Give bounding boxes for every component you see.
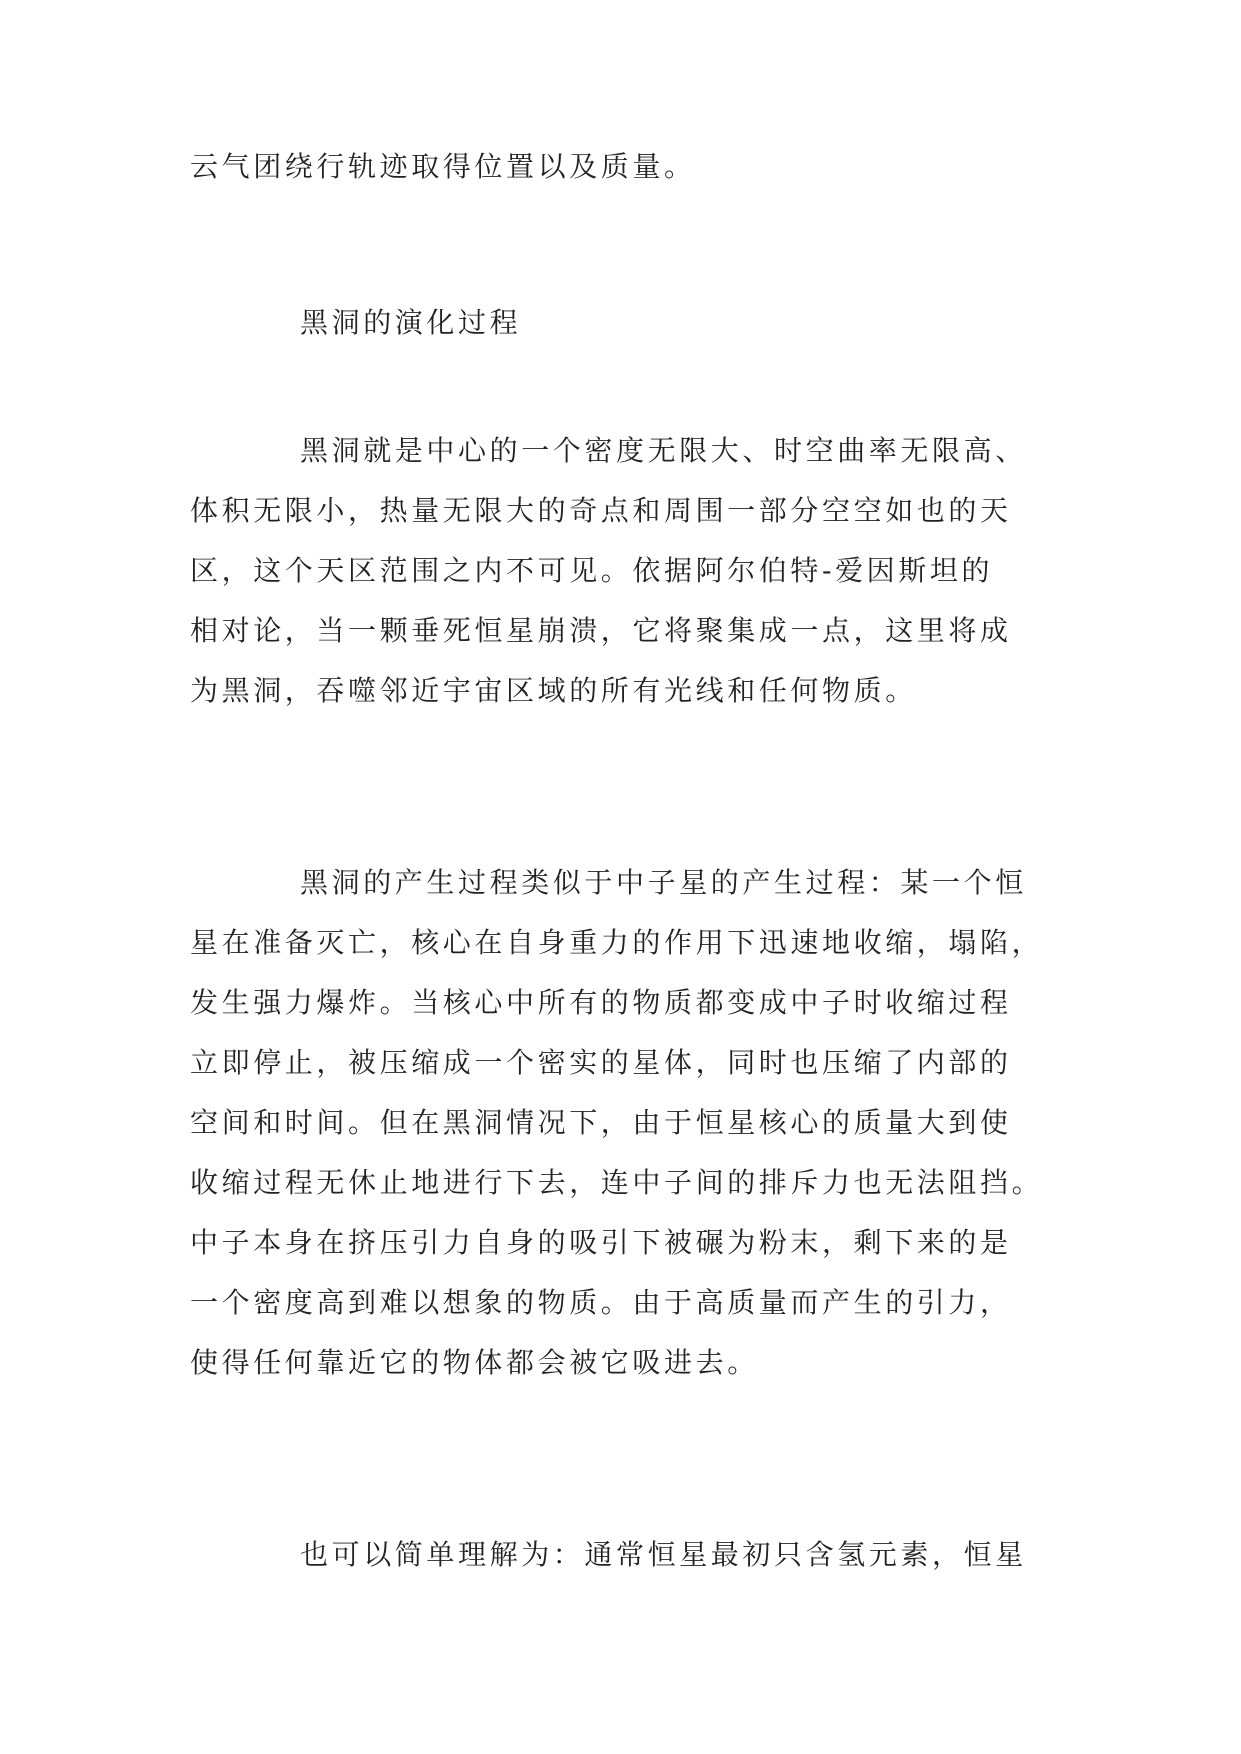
paragraph-line: 星在准备灭亡，核心在自身重力的作用下迅速地收缩，塌陷，	[190, 926, 1044, 959]
paragraph-line: 相对论，当一颗垂死恒星崩溃，它将聚集成一点，这里将成	[190, 614, 1012, 647]
paragraph-line: 中子本身在挤压引力自身的吸引下被碾为粉末，剩下来的是	[190, 1226, 1012, 1259]
paragraph-line: 云气团绕行轨迹取得位置以及质量。	[190, 150, 696, 183]
paragraph-line: 黑洞的产生过程类似于中子星的产生过程：某一个恒	[300, 866, 1027, 899]
section-heading: 黑洞的演化过程	[300, 306, 522, 339]
paragraph-line: 空间和时间。但在黑洞情况下，由于恒星核心的质量大到使	[190, 1106, 1012, 1139]
paragraph-line: 区，这个天区范围之内不可见。依据阿尔伯特-爱因斯坦的	[190, 554, 994, 587]
paragraph-line: 使得任何靠近它的物体都会被它吸进去。	[190, 1346, 759, 1379]
paragraph-line: 收缩过程无休止地进行下去，连中子间的排斥力也无法阻挡。	[190, 1166, 1044, 1199]
paragraph-line: 也可以简单理解为：通常恒星最初只含氢元素，恒星	[300, 1538, 1027, 1571]
paragraph-line: 黑洞就是中心的一个密度无限大、时空曲率无限高、	[300, 434, 1027, 467]
paragraph-line: 体积无限小，热量无限大的奇点和周围一部分空空如也的天	[190, 494, 1012, 527]
paragraph-line: 为黑洞，吞噬邻近宇宙区域的所有光线和任何物质。	[190, 674, 917, 707]
paragraph-line: 一个密度高到难以想象的物质。由于高质量而产生的引力，	[190, 1286, 1012, 1319]
paragraph-line: 发生强力爆炸。当核心中所有的物质都变成中子时收缩过程	[190, 986, 1012, 1019]
paragraph-line: 立即停止，被压缩成一个密实的星体，同时也压缩了内部的	[190, 1046, 1012, 1079]
